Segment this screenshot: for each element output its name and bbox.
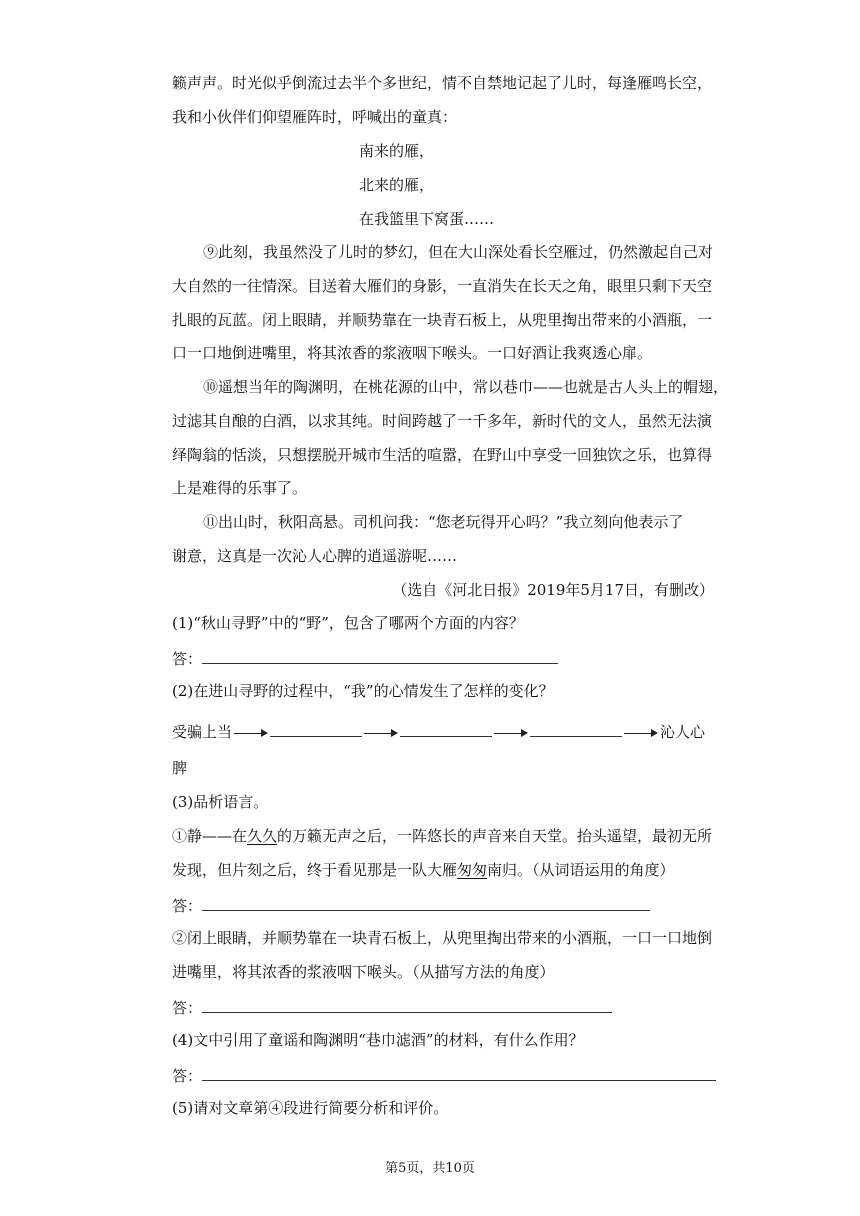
source-citation: （选自《河北日报》2019年5月17日，有删改） bbox=[392, 581, 714, 599]
answer-label: 答： bbox=[172, 897, 203, 915]
text-line: 脾 bbox=[172, 759, 188, 777]
underlined-word: 久久 bbox=[247, 827, 278, 845]
text-line: 过滤其自酿的白酒，以求其纯。时间跨越了一千多年，新时代的文人，虽然无法演 bbox=[172, 412, 713, 430]
poem-line: 北来的雁， bbox=[359, 176, 435, 194]
underlined-word: 匆匆 bbox=[457, 861, 488, 879]
answer-line-3-2 bbox=[172, 996, 718, 1018]
text-line: 口一口地倒进嘴里，将其浓香的浆液咽下喉头。一口好酒让我爽透心扉。 bbox=[172, 344, 653, 362]
text-line: 我和小伙伴们仰望雁阵时，呼喊出的童真： bbox=[172, 108, 458, 126]
answer-blank[interactable] bbox=[270, 720, 362, 737]
answer-blank[interactable] bbox=[400, 720, 492, 737]
answer-blank[interactable] bbox=[530, 720, 622, 737]
question-3-1-line-2 bbox=[172, 860, 718, 880]
question-3: (3)品析语言。 bbox=[172, 793, 269, 811]
mood-start: 受骗上当 bbox=[172, 723, 233, 741]
text-span: ①静——在 bbox=[172, 827, 248, 845]
answer-blank[interactable] bbox=[202, 894, 650, 911]
answer-blank[interactable] bbox=[202, 1064, 716, 1081]
text-span: 发现，但片刻之后，终于看见那是一队大雁 bbox=[172, 861, 458, 879]
question-1: (1)“秋山寻野”中的“野”，包含了哪两个方面的内容？ bbox=[172, 614, 524, 632]
question-2: (2)在进山寻野的过程中，“我”的心情发生了怎样的变化？ bbox=[172, 682, 554, 700]
poem-line: 在我篮里下窝蛋…… bbox=[359, 210, 495, 228]
answer-line-3-1 bbox=[172, 894, 718, 916]
text-span: 南归。（从词语运用的角度） bbox=[487, 861, 675, 879]
answer-label: 答： bbox=[172, 1067, 203, 1085]
answer-line-2 bbox=[172, 720, 718, 742]
answer-blank[interactable] bbox=[202, 647, 558, 664]
text-line: 上是难得的乐事了。 bbox=[172, 479, 308, 497]
arrow-icon bbox=[364, 727, 398, 739]
arrow-icon bbox=[494, 727, 528, 739]
arrow-icon bbox=[624, 727, 658, 739]
page-footer: 第5页，共10页 bbox=[385, 1161, 475, 1176]
mood-end: 沁人心 bbox=[660, 723, 706, 741]
answer-label: 答： bbox=[172, 999, 203, 1017]
question-3-2-line-1: ②闭上眼睛，并顺势靠在一块青石板上，从兜里掏出带来的小酒瓶，一口一口地倒 bbox=[172, 929, 713, 947]
text-line: 谢意，这真是一次沁人心脾的逍遥游呢…… bbox=[172, 547, 458, 565]
text-line: 大自然的一往情深。目送着大雁们的身影，一直消失在长天之角，眼里只剩下天空 bbox=[172, 277, 713, 295]
question-4: (4)文中引用了童谣和陶渊明“巷巾滤酒”的材料，有什么作用？ bbox=[172, 1031, 584, 1049]
text-line: ⑩遥想当年的陶渊明，在桃花源的山中，常以巷巾——也就是古人头上的帽翅， bbox=[203, 378, 729, 396]
arrow-icon bbox=[234, 727, 268, 739]
text-line: ⑪出山时，秋阳高悬。司机问我：“您老玩得开心吗？”我立刻向他表示了 bbox=[203, 513, 684, 531]
question-3-2-line-2: 进嘴里，将其浓香的浆液咽下喉头。（从描写方法的角度） bbox=[172, 963, 555, 981]
poem-line: 南来的雁， bbox=[359, 142, 435, 160]
question-5: (5)请对文章第④段进行简要分析和评价。 bbox=[172, 1099, 449, 1117]
text-line: 籁声声。时光似乎倒流过去半个多世纪，情不自禁地记起了儿时，每逢雁鸣长空， bbox=[172, 74, 713, 92]
answer-line-4 bbox=[172, 1064, 718, 1086]
answer-line-1 bbox=[172, 647, 718, 669]
answer-blank[interactable] bbox=[202, 996, 612, 1013]
answer-label: 答： bbox=[172, 650, 203, 668]
text-span: 的万籁无声之后，一阵悠长的声音来自天堂。抬头遥望，最初无所 bbox=[277, 827, 713, 845]
text-line: ⑨此刻，我虽然没了儿时的梦幻，但在大山深处看长空雁过，仍然激起自己对 bbox=[203, 243, 714, 261]
question-3-1-line-1 bbox=[172, 826, 718, 846]
text-line: 扎眼的瓦蓝。闭上眼睛，并顺势靠在一块青石板上，从兜里掏出带来的小酒瓶，一 bbox=[172, 311, 713, 329]
text-line: 绎陶翁的恬淡，只想摆脱开城市生活的喧嚣，在野山中享受一回独饮之乐，也算得 bbox=[172, 446, 713, 464]
